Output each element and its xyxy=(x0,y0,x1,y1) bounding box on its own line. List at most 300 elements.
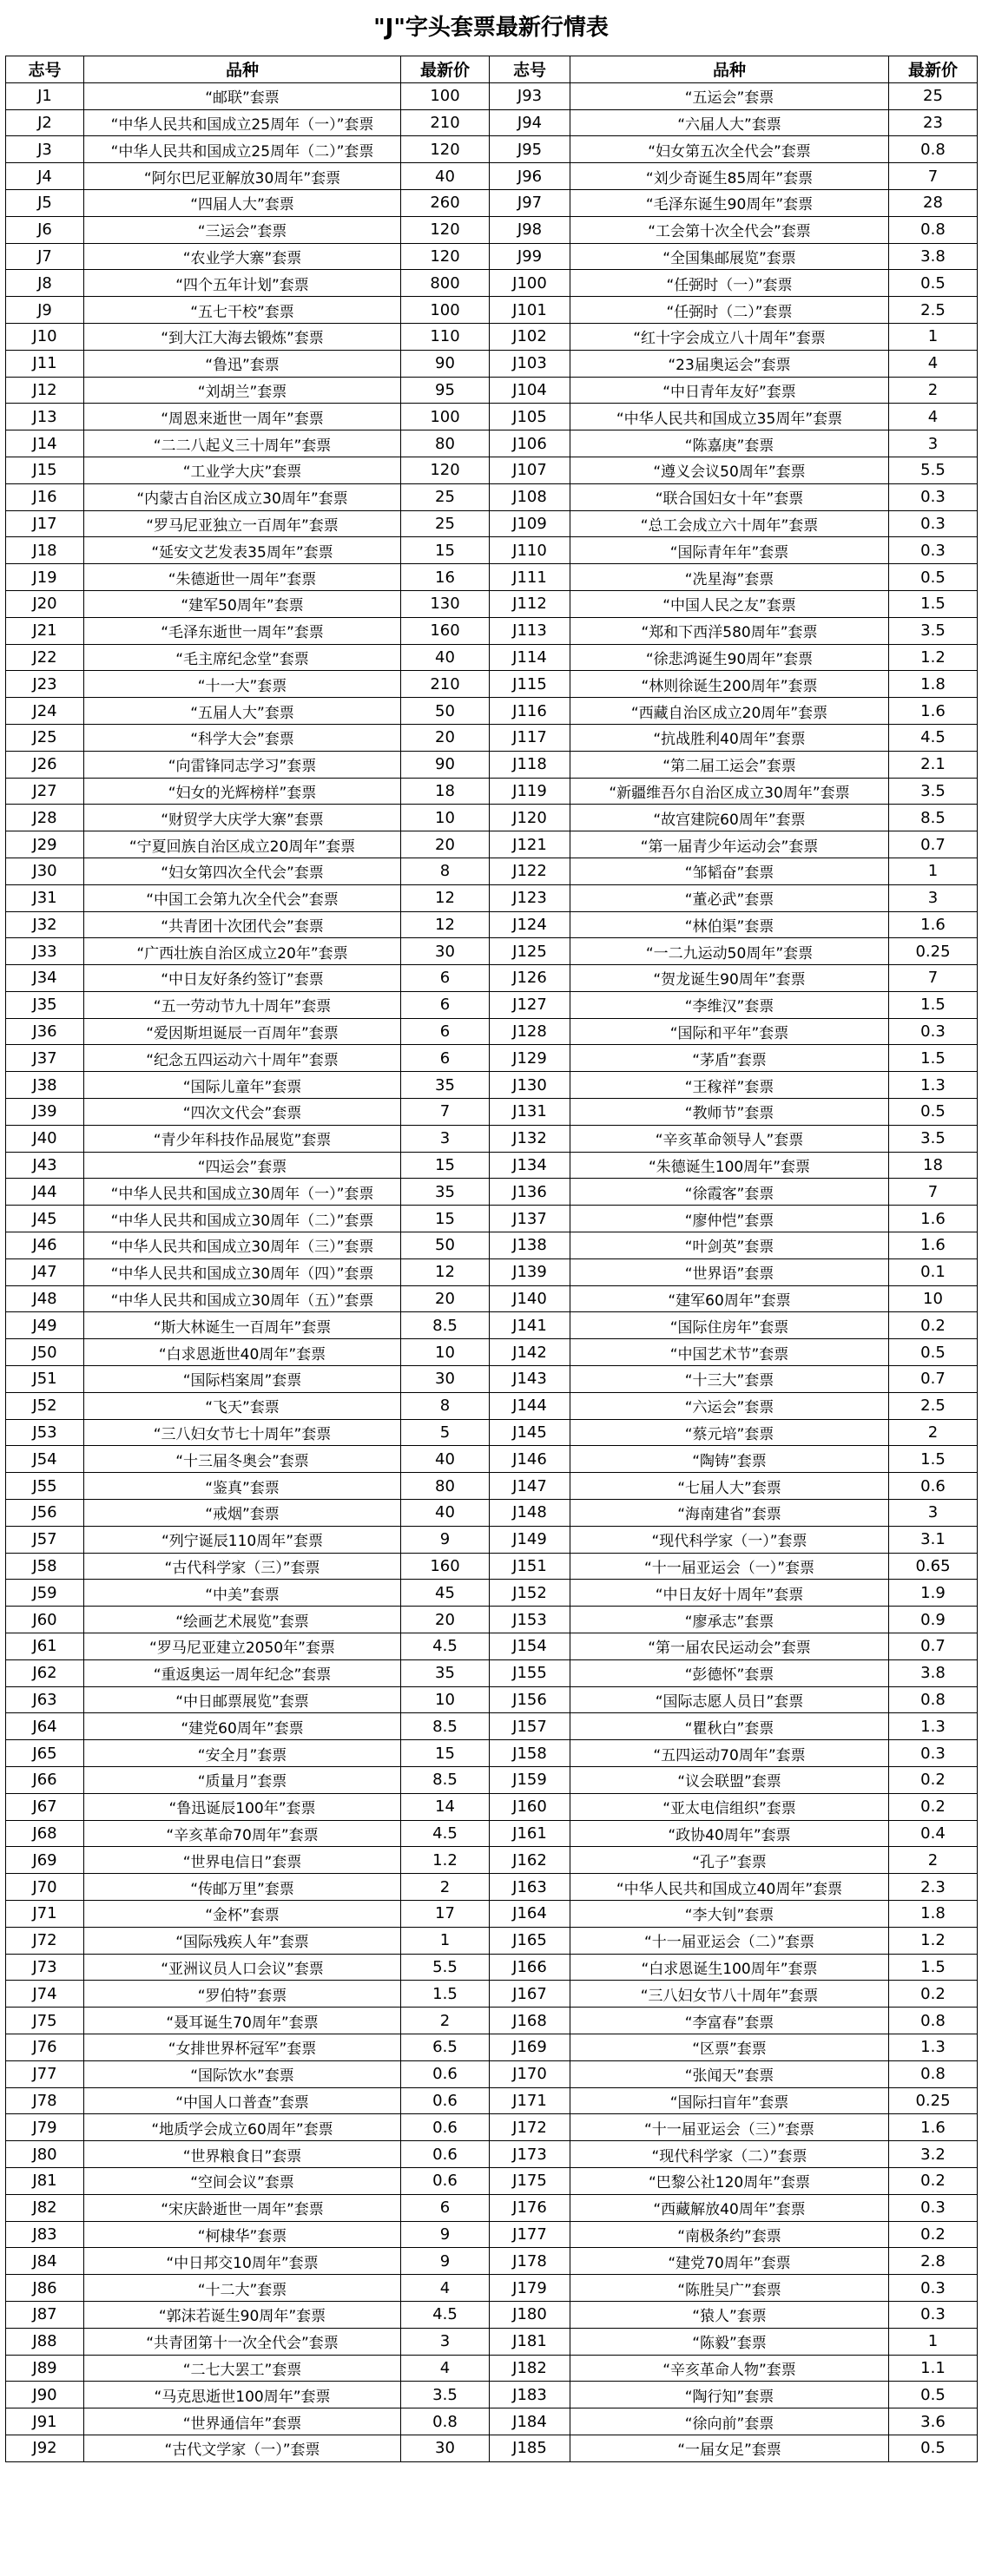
stamp-name: “彭德怀”套票 xyxy=(570,1659,889,1686)
stamp-name: “安全月”套票 xyxy=(84,1740,401,1767)
latest-price: 210 xyxy=(401,109,490,136)
latest-price: 0.8 xyxy=(401,2408,490,2435)
latest-price: 1.5 xyxy=(889,1446,978,1473)
stamp-code: J51 xyxy=(6,1366,84,1393)
latest-price: 2.5 xyxy=(889,297,978,324)
stamp-name: “邮联”套票 xyxy=(84,82,401,109)
stamp-code: J132 xyxy=(490,1125,570,1152)
stamp-name: “全国集邮展览”套票 xyxy=(570,243,889,270)
table-row xyxy=(6,1419,978,1446)
table-row xyxy=(6,884,978,911)
latest-price: 20 xyxy=(401,1607,490,1633)
latest-price: 0.8 xyxy=(889,2060,978,2087)
stamp-code: J171 xyxy=(490,2087,570,2114)
stamp-name: “十三大”套票 xyxy=(570,1366,889,1393)
latest-price: 8.5 xyxy=(401,1713,490,1740)
stamp-name: “中华人民共和国成立30周年（五）”套票 xyxy=(84,1285,401,1312)
stamp-name: “孔子”套票 xyxy=(570,1847,889,1874)
table-row xyxy=(6,991,978,1018)
table-row xyxy=(6,1206,978,1232)
latest-price: 0.5 xyxy=(889,1099,978,1126)
stamp-code: J52 xyxy=(6,1392,84,1419)
stamp-code: J27 xyxy=(6,778,84,805)
stamp-code: J82 xyxy=(6,2194,84,2221)
table-row xyxy=(6,1392,978,1419)
table-row xyxy=(6,136,978,163)
stamp-code: J48 xyxy=(6,1285,84,1312)
latest-price: 1.6 xyxy=(889,2114,978,2141)
table-row xyxy=(6,216,978,243)
stamp-name: “第一届青少年运动会”套票 xyxy=(570,831,889,858)
latest-price: 25 xyxy=(401,510,490,537)
latest-price: 90 xyxy=(401,350,490,377)
stamp-name: “亚洲议员人口会议”套票 xyxy=(84,1954,401,1981)
stamp-code: J50 xyxy=(6,1339,84,1366)
stamp-code: J84 xyxy=(6,2248,84,2275)
stamp-name: “中国艺术节”套票 xyxy=(570,1339,889,1366)
latest-price: 2 xyxy=(889,1419,978,1446)
stamp-name: “古代科学家（三）”套票 xyxy=(84,1553,401,1580)
stamp-name: “妇女第五次全代会”套票 xyxy=(570,136,889,163)
stamp-code: J158 xyxy=(490,1740,570,1767)
stamp-code: J28 xyxy=(6,805,84,831)
stamp-code: J96 xyxy=(490,163,570,190)
latest-price: 0.8 xyxy=(889,1686,978,1713)
table-row xyxy=(6,1686,978,1713)
stamp-name: “罗伯特”套票 xyxy=(84,1981,401,2008)
stamp-code: J106 xyxy=(490,430,570,457)
table-row xyxy=(6,1927,978,1954)
table-row xyxy=(6,109,978,136)
latest-price: 0.8 xyxy=(889,216,978,243)
latest-price: 20 xyxy=(401,724,490,751)
stamp-name: “故宫建院60周年”套票 xyxy=(570,805,889,831)
table-row xyxy=(6,2141,978,2168)
stamp-code: J62 xyxy=(6,1659,84,1686)
stamp-code: J119 xyxy=(490,778,570,805)
stamp-name: “世界电信日”套票 xyxy=(84,1847,401,1874)
latest-price: 0.4 xyxy=(889,1820,978,1847)
latest-price: 1 xyxy=(889,858,978,884)
stamp-code: J110 xyxy=(490,537,570,564)
latest-price: 40 xyxy=(401,163,490,190)
latest-price: 260 xyxy=(401,189,490,216)
latest-price: 2.3 xyxy=(889,1874,978,1901)
stamp-code: J109 xyxy=(490,510,570,537)
stamp-name: “古代文学家（一）”套票 xyxy=(84,2435,401,2461)
stamp-name: “世界粮食日”套票 xyxy=(84,2141,401,2168)
latest-price: 0.3 xyxy=(889,510,978,537)
stamp-code: J74 xyxy=(6,1981,84,2008)
stamp-code: J44 xyxy=(6,1179,84,1206)
stamp-code: J61 xyxy=(6,1633,84,1660)
table-row xyxy=(6,1366,978,1393)
stamp-name: “张闻天”套票 xyxy=(570,2060,889,2087)
table-row xyxy=(6,1258,978,1285)
stamp-code: J35 xyxy=(6,991,84,1018)
stamp-code: J151 xyxy=(490,1553,570,1580)
stamp-code: J108 xyxy=(490,483,570,510)
stamp-code: J184 xyxy=(490,2408,570,2435)
latest-price: 1 xyxy=(889,2328,978,2355)
latest-price: 0.3 xyxy=(889,483,978,510)
stamp-name: “戒烟”套票 xyxy=(84,1500,401,1527)
latest-price: 25 xyxy=(401,483,490,510)
table-row xyxy=(6,2248,978,2275)
stamp-name: “毛泽东诞生90周年”套票 xyxy=(570,189,889,216)
stamp-name: “重返奥运一周年纪念”套票 xyxy=(84,1659,401,1686)
stamp-code: J183 xyxy=(490,2382,570,2408)
table-row xyxy=(6,483,978,510)
latest-price: 1.6 xyxy=(889,698,978,725)
stamp-name: “刘胡兰”套票 xyxy=(84,377,401,404)
stamp-code: J131 xyxy=(490,1099,570,1126)
stamp-name: “毛主席纪念堂”套票 xyxy=(84,644,401,671)
table-row xyxy=(6,1874,978,1901)
table-row xyxy=(6,2114,978,2141)
latest-price: 12 xyxy=(401,1258,490,1285)
latest-price: 50 xyxy=(401,1232,490,1259)
stamp-code: J167 xyxy=(490,1981,570,2008)
table-row xyxy=(6,1553,978,1580)
table-row xyxy=(6,724,978,751)
stamp-name: “五四运动70周年”套票 xyxy=(570,1740,889,1767)
stamp-name: “四个五年计划”套票 xyxy=(84,270,401,297)
stamp-code: J73 xyxy=(6,1954,84,1981)
stamp-code: J72 xyxy=(6,1927,84,1954)
table-row xyxy=(6,1740,978,1767)
stamp-name: “国际档案周”套票 xyxy=(84,1366,401,1393)
stamp-name: “西藏自治区成立20周年”套票 xyxy=(570,698,889,725)
stamp-code: J126 xyxy=(490,965,570,992)
latest-price: 18 xyxy=(401,778,490,805)
stamp-code: J65 xyxy=(6,1740,84,1767)
stamp-code: J102 xyxy=(490,323,570,350)
stamp-name: “财贸学大庆学大寨”套票 xyxy=(84,805,401,831)
table-row xyxy=(6,404,978,430)
stamp-name: “女排世界杯冠军”套票 xyxy=(84,2034,401,2060)
stamp-code: J141 xyxy=(490,1312,570,1339)
stamp-name: “叶剑英”套票 xyxy=(570,1232,889,1259)
stamp-name: “国际志愿人员日”套票 xyxy=(570,1686,889,1713)
latest-price: 7 xyxy=(401,1099,490,1126)
latest-price: 1.5 xyxy=(889,991,978,1018)
stamp-code: J32 xyxy=(6,911,84,938)
stamp-code: J159 xyxy=(490,1767,570,1794)
stamp-code: J136 xyxy=(490,1179,570,1206)
stamp-code: J81 xyxy=(6,2167,84,2194)
latest-price: 0.6 xyxy=(401,2087,490,2114)
stamp-code: J24 xyxy=(6,698,84,725)
stamp-code: J92 xyxy=(6,2435,84,2461)
latest-price: 0.2 xyxy=(889,1767,978,1794)
stamp-name: “五七干校”套票 xyxy=(84,297,401,324)
stamp-code: J127 xyxy=(490,991,570,1018)
latest-price: 4.5 xyxy=(889,724,978,751)
stamp-name: “新疆维吾尔自治区成立30周年”套票 xyxy=(570,778,889,805)
stamp-code: J70 xyxy=(6,1874,84,1901)
latest-price: 6.5 xyxy=(401,2034,490,2060)
stamp-name: “工会第十次全代会”套票 xyxy=(570,216,889,243)
latest-price: 10 xyxy=(401,1686,490,1713)
stamp-code: J175 xyxy=(490,2167,570,2194)
table-row xyxy=(6,805,978,831)
stamp-code: J56 xyxy=(6,1500,84,1527)
table-row xyxy=(6,1820,978,1847)
stamp-name: “辛亥革命70周年”套票 xyxy=(84,1820,401,1847)
latest-price: 15 xyxy=(401,1152,490,1179)
stamp-code: J125 xyxy=(490,938,570,965)
stamp-name: “郑和下西洋580周年”套票 xyxy=(570,617,889,644)
stamp-code: J169 xyxy=(490,2034,570,2060)
latest-price: 0.1 xyxy=(889,1258,978,1285)
stamp-name: “议会联盟”套票 xyxy=(570,1767,889,1794)
latest-price: 0.3 xyxy=(889,1740,978,1767)
latest-price: 9 xyxy=(401,2248,490,2275)
table-row xyxy=(6,2435,978,2461)
stamp-name: “罗马尼亚建立2050年”套票 xyxy=(84,1633,401,1660)
latest-price: 0.6 xyxy=(401,2060,490,2087)
latest-price: 100 xyxy=(401,297,490,324)
latest-price: 35 xyxy=(401,1179,490,1206)
table-row xyxy=(6,1018,978,1045)
latest-price: 1.2 xyxy=(401,1847,490,1874)
stamp-code: J101 xyxy=(490,297,570,324)
stamp-code: J34 xyxy=(6,965,84,992)
stamp-code: J111 xyxy=(490,564,570,591)
latest-price: 0.8 xyxy=(889,136,978,163)
stamp-code: J121 xyxy=(490,831,570,858)
stamp-code: J112 xyxy=(490,590,570,617)
latest-price: 5 xyxy=(401,1419,490,1446)
latest-price: 0.2 xyxy=(889,1312,978,1339)
stamp-name: “徐向前”套票 xyxy=(570,2408,889,2435)
stamp-name: “国际扫盲年”套票 xyxy=(570,2087,889,2114)
stamp-name: “李富春”套票 xyxy=(570,2008,889,2034)
stamp-code: J19 xyxy=(6,564,84,591)
latest-price: 2 xyxy=(889,1847,978,1874)
stamp-code: J33 xyxy=(6,938,84,965)
stamp-name: “中日友好条约签订”套票 xyxy=(84,965,401,992)
latest-price: 120 xyxy=(401,216,490,243)
stamp-name: “四次文代会”套票 xyxy=(84,1099,401,1126)
latest-price: 6 xyxy=(401,991,490,1018)
stamp-name: “亚太电信组织”套票 xyxy=(570,1793,889,1820)
stamp-name: “宋庆龄逝世一周年”套票 xyxy=(84,2194,401,2221)
latest-price: 3.5 xyxy=(889,778,978,805)
table-row xyxy=(6,189,978,216)
latest-price: 0.5 xyxy=(889,564,978,591)
table-row xyxy=(6,564,978,591)
stamp-name: “教师节”套票 xyxy=(570,1099,889,1126)
stamp-code: J128 xyxy=(490,1018,570,1045)
stamp-code: J105 xyxy=(490,404,570,430)
stamp-code: J166 xyxy=(490,1954,570,1981)
stamp-code: J14 xyxy=(6,430,84,457)
stamp-code: J179 xyxy=(490,2275,570,2302)
latest-price: 1.6 xyxy=(889,911,978,938)
stamp-name: “建党70周年”套票 xyxy=(570,2248,889,2275)
stamp-name: “廖承志”套票 xyxy=(570,1607,889,1633)
table-body xyxy=(6,82,978,2461)
stamp-name: “白求恩逝世40周年”套票 xyxy=(84,1339,401,1366)
stamp-code: J100 xyxy=(490,270,570,297)
col-header-name-left: 品种 xyxy=(84,56,401,83)
latest-price: 4.5 xyxy=(401,2301,490,2328)
stamp-code: J122 xyxy=(490,858,570,884)
latest-price: 15 xyxy=(401,537,490,564)
latest-price: 3.5 xyxy=(889,1125,978,1152)
table-row xyxy=(6,1500,978,1527)
stamp-code: J46 xyxy=(6,1232,84,1259)
stamp-name: “王稼祥”套票 xyxy=(570,1072,889,1099)
stamp-name: “联合国妇女十年”套票 xyxy=(570,483,889,510)
stamp-name: “冼星海”套票 xyxy=(570,564,889,591)
latest-price: 15 xyxy=(401,1740,490,1767)
stamp-name: “国际和平年”套票 xyxy=(570,1018,889,1045)
stamp-code: J178 xyxy=(490,2248,570,2275)
stamp-code: J26 xyxy=(6,751,84,778)
table-row xyxy=(6,698,978,725)
stamp-code: J5 xyxy=(6,189,84,216)
table-row xyxy=(6,2060,978,2087)
stamp-code: J58 xyxy=(6,1553,84,1580)
stamp-code: J142 xyxy=(490,1339,570,1366)
stamp-name: “白求恩诞生100周年”套票 xyxy=(570,1954,889,1981)
latest-price: 1.8 xyxy=(889,671,978,698)
stamp-code: J79 xyxy=(6,2114,84,2141)
latest-price: 14 xyxy=(401,1793,490,1820)
price-table xyxy=(5,56,978,2462)
latest-price: 0.65 xyxy=(889,1553,978,1580)
stamp-name: “23届奥运会”套票 xyxy=(570,350,889,377)
latest-price: 4 xyxy=(889,350,978,377)
stamp-name: “第一届农民运动会”套票 xyxy=(570,1633,889,1660)
latest-price: 40 xyxy=(401,1500,490,1527)
stamp-name: “贺龙诞生90周年”套票 xyxy=(570,965,889,992)
table-row xyxy=(6,377,978,404)
stamp-code: J6 xyxy=(6,216,84,243)
page-title: "J"字头套票最新行情表 xyxy=(373,15,609,41)
latest-price: 0.7 xyxy=(889,1366,978,1393)
stamp-name: “中国工会第九次全代会”套票 xyxy=(84,884,401,911)
latest-price: 4 xyxy=(401,2355,490,2382)
stamp-name: “宁夏回族自治区成立20周年”套票 xyxy=(84,831,401,858)
stamp-code: J123 xyxy=(490,884,570,911)
stamp-code: J154 xyxy=(490,1633,570,1660)
stamp-name: “建军60周年”套票 xyxy=(570,1285,889,1312)
col-header-code-right: 志号 xyxy=(490,56,570,83)
stamp-code: J22 xyxy=(6,644,84,671)
table-row xyxy=(6,644,978,671)
table-row xyxy=(6,938,978,965)
stamp-name: “三运会”套票 xyxy=(84,216,401,243)
stamp-code: J63 xyxy=(6,1686,84,1713)
latest-price: 80 xyxy=(401,1473,490,1500)
stamp-code: J57 xyxy=(6,1526,84,1553)
latest-price: 2.1 xyxy=(889,751,978,778)
stamp-code: J148 xyxy=(490,1500,570,1527)
stamp-name: “七届人大”套票 xyxy=(570,1473,889,1500)
table-row xyxy=(6,831,978,858)
stamp-name: “三八妇女节八十周年”套票 xyxy=(570,1981,889,2008)
stamp-name: “二二八起义三十周年”套票 xyxy=(84,430,401,457)
stamp-code: J170 xyxy=(490,2060,570,2087)
table-row xyxy=(6,1339,978,1366)
stamp-code: J64 xyxy=(6,1713,84,1740)
latest-price: 8.5 xyxy=(889,805,978,831)
latest-price: 28 xyxy=(889,189,978,216)
stamp-name: “李大钊”套票 xyxy=(570,1900,889,1927)
stamp-name: “斯大林诞生一百周年”套票 xyxy=(84,1312,401,1339)
latest-price: 0.25 xyxy=(889,938,978,965)
table-row xyxy=(6,1633,978,1660)
latest-price: 6 xyxy=(401,1045,490,1072)
stamp-code: J180 xyxy=(490,2301,570,2328)
table-row xyxy=(6,1072,978,1099)
stamp-code: J23 xyxy=(6,671,84,698)
latest-price: 1.6 xyxy=(889,1206,978,1232)
stamp-name: “红十字会成立八十周年”套票 xyxy=(570,323,889,350)
stamp-name: “柯棣华”套票 xyxy=(84,2221,401,2248)
table-row xyxy=(6,1659,978,1686)
table-row xyxy=(6,1152,978,1179)
latest-price: 0.9 xyxy=(889,1607,978,1633)
stamp-name: “六届人大”套票 xyxy=(570,109,889,136)
latest-price: 0.6 xyxy=(401,2141,490,2168)
stamp-name: “中华人民共和国成立40周年”套票 xyxy=(570,1874,889,1901)
table-row xyxy=(6,1900,978,1927)
stamp-name: “林伯渠”套票 xyxy=(570,911,889,938)
stamp-name: “抗战胜利40周年”套票 xyxy=(570,724,889,751)
latest-price: 110 xyxy=(401,323,490,350)
stamp-name: “十三届冬奥会”套票 xyxy=(84,1446,401,1473)
table-row xyxy=(6,1312,978,1339)
stamp-name: “国际住房年”套票 xyxy=(570,1312,889,1339)
stamp-name: “现代科学家（一）”套票 xyxy=(570,1526,889,1553)
latest-price: 18 xyxy=(889,1152,978,1179)
table-row xyxy=(6,751,978,778)
stamp-code: J114 xyxy=(490,644,570,671)
stamp-code: J47 xyxy=(6,1258,84,1285)
latest-price: 8 xyxy=(401,858,490,884)
stamp-code: J153 xyxy=(490,1607,570,1633)
stamp-name: “向雷锋同志学习”套票 xyxy=(84,751,401,778)
stamp-code: J140 xyxy=(490,1285,570,1312)
stamp-name: “猿人”套票 xyxy=(570,2301,889,2328)
latest-price: 0.6 xyxy=(401,2114,490,2141)
stamp-name: “四运会”套票 xyxy=(84,1152,401,1179)
table-row xyxy=(6,1607,978,1633)
stamp-code: J161 xyxy=(490,1820,570,1847)
stamp-name: “飞天”套票 xyxy=(84,1392,401,1419)
stamp-name: “朱德逝世一周年”套票 xyxy=(84,564,401,591)
stamp-name: “中华人民共和国成立30周年（一）”套票 xyxy=(84,1179,401,1206)
stamp-code: J59 xyxy=(6,1580,84,1607)
latest-price: 20 xyxy=(401,1285,490,1312)
stamp-code: J103 xyxy=(490,350,570,377)
latest-price: 210 xyxy=(401,671,490,698)
stamp-name: “任弼时（二）”套票 xyxy=(570,297,889,324)
stamp-code: J80 xyxy=(6,2141,84,2168)
header-row xyxy=(6,56,978,83)
stamp-code: J137 xyxy=(490,1206,570,1232)
stamp-name: “五运会”套票 xyxy=(570,82,889,109)
table-row xyxy=(6,82,978,109)
table-row xyxy=(6,1713,978,1740)
stamp-name: “中华人民共和国成立35周年”套票 xyxy=(570,404,889,430)
stamp-name: “十一届亚运会（三）”套票 xyxy=(570,2114,889,2141)
